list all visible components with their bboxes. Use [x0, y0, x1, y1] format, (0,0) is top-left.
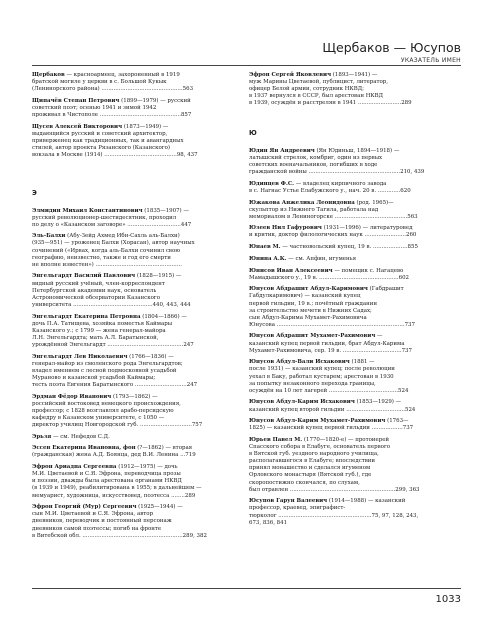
entry-text: (1925—1944) — [136, 504, 183, 511]
entry-line [249, 366, 455, 373]
index-column-left [32, 72, 238, 544]
entry-line [249, 200, 455, 207]
entry-text: видный русский учёный, член-корреспондент [32, 280, 165, 287]
entry-text: приверженец как традиционных, так и авангардных [32, 137, 184, 144]
index-entry [32, 354, 238, 389]
index-entry [32, 445, 238, 459]
entry-text: тесть поэта Евгения Баратынского ..............................247 [32, 381, 198, 388]
entry-text: (1881 — [349, 359, 375, 366]
entry-line [32, 240, 238, 247]
index-entry [249, 498, 455, 526]
entry-text: (1914—1988) — казанский [327, 498, 406, 505]
entry-text: — владелец кирпичного завода [294, 180, 387, 187]
entry-line [32, 138, 238, 145]
entry-heading: Юдин Ян Андреевич [249, 147, 315, 154]
entry-text: Мамадышского у., 19 в. ..............................................602 [249, 274, 410, 281]
entry-text: принял монашество и сделался игуменом [249, 465, 371, 472]
entry-line [249, 301, 455, 308]
section-spacer [32, 164, 238, 190]
entry-text: Орловского монастыря (Вятской губ.), где [249, 472, 372, 479]
entry-line [32, 422, 238, 429]
entry-text: казанский купец первой гильдии, брат Абдул-Карима [249, 340, 405, 347]
entry-line [249, 181, 455, 188]
entry-text: Мухамет-Рахимовича, сер. 19 в. ..................................737 [249, 347, 412, 354]
entry-text: профессор; с 1828 возглавлял арабо-персидскую [32, 407, 174, 414]
entry-line [249, 100, 455, 107]
entry-heading: Юнусов Абдул-Карим Исхакович [249, 399, 355, 406]
entry-text: тюрколог ......................................................75, 97, 128, 243, [249, 512, 419, 519]
entry-text: — частновольский купец, 19 в. ....................855 [280, 244, 418, 251]
entry-line [32, 434, 238, 441]
entry-line [32, 273, 238, 280]
entry-text: (Ян Юдиньш, 1894—1918) — [314, 147, 400, 154]
entry-text: (в 1939 и 1949), реабилитирована в 1955; в дальнейшем — [32, 485, 202, 492]
entry-line [32, 86, 238, 93]
entry-line [249, 437, 455, 444]
entry-text: дневников, переводчик и постоянный персонаж [32, 518, 172, 525]
entry-heading: Юнусов Абдрашит Абдул-Каримович [249, 286, 368, 293]
entry-text: кафедру в Казанском университете, с 1050 — [32, 414, 165, 421]
index-entry [249, 256, 455, 263]
entry-line [32, 394, 238, 401]
entry-line [249, 513, 455, 520]
entry-text: в Вятской губ. уездного народного училища, [249, 451, 379, 458]
running-header-title: Щербаков — Юсупов [322, 40, 461, 55]
section-spacer [249, 112, 455, 130]
entry-line [249, 322, 455, 329]
entry-text: осуждён на 10 лет лагерей ........................................524 [249, 387, 409, 394]
entry-heading: Юнина А.К. [249, 255, 287, 262]
index-entry [249, 286, 455, 329]
entry-line [32, 485, 238, 492]
entry-text: уехал в Баку, работал кустарем; арестован в 1930 [249, 373, 394, 380]
entry-text: (1793—1862) — [111, 393, 158, 400]
entry-line [32, 408, 238, 415]
entry-text: проживал в Чистополе ...............................................857 [32, 112, 192, 119]
entry-text: гражданской войны .....................................................210, 439 [249, 169, 425, 176]
entry-text: (1899—1979) — русский [119, 97, 191, 104]
entry-heading: Юсупов Гарун Валеевич [249, 498, 328, 505]
entry-line [32, 354, 238, 361]
entry-text: скульптор из Нижнего Тагила, работала над [249, 206, 379, 213]
entry-heading: Юнаев М. [249, 244, 281, 251]
entry-line [32, 335, 238, 342]
entry-line [32, 314, 238, 321]
entry-line [249, 275, 455, 282]
entry-line [249, 520, 455, 527]
entry-text: первой гильдии, 19 в.; почётный гражданин [249, 300, 378, 307]
entry-text: располагавшегося в Елабуге; впоследствии [249, 458, 376, 465]
entry-text: (1912—1975) — дочь [116, 464, 178, 471]
entry-text: профессор, краевед, эпиграфист- [249, 505, 346, 512]
index-entry [249, 148, 455, 176]
entry-text: был отравлен .............................................................299, 363 [249, 486, 420, 493]
entry-text: М.И. Цветаевой и С.Я. Эфрона, переводчица прозы [32, 471, 181, 478]
entry-text: географию, неизвестно, также и год его смерти [32, 254, 171, 261]
entry-heading: Эрдман Фёдор Иванович [32, 393, 112, 400]
entry-text: (1766—1836) — [127, 353, 174, 360]
entry-line [249, 381, 455, 388]
entry-heading: Юнусов Абдул-Вали Исхакович [249, 359, 350, 366]
entry-line [32, 215, 238, 222]
entry-text: — [375, 333, 383, 340]
index-entry [249, 359, 455, 394]
entry-line [249, 348, 455, 355]
entry-text: Спасского собора в Елабуге, основатель первого [249, 444, 391, 451]
entry-text: латышский стрелок, комбриг, один из первых [249, 154, 383, 161]
entry-heading: Эфрон Ариадна Сергеевна [32, 464, 117, 471]
entry-heading: Щербаков [32, 72, 65, 78]
entry-text: в 1939, осуждён и расстрелян в 1941 .........................289 [249, 100, 412, 107]
index-entry [249, 225, 455, 239]
entry-line [32, 222, 238, 229]
entry-heading: Южакова Анжелика Леонидовна [249, 199, 355, 206]
entry-text: русский революционер-шестидесятник, проходил [32, 214, 177, 221]
entry-text: Астрономической обсерватории Казанского [32, 294, 161, 301]
entry-text: Габдулкаримович) — казанский купец [249, 293, 361, 300]
index-entry [32, 208, 238, 229]
entry-line [249, 169, 455, 176]
entry-line [32, 375, 238, 382]
entry-text: советский поэт; осенью 1941 и зимой 1942 [32, 104, 157, 111]
entry-heading: Эль-Балхи [32, 233, 66, 240]
entry-text: (935—951) — уроженец Балхи (Хорасан), автор научных [32, 240, 195, 247]
entry-heading: Эфрон Георгий (Мур) Сергеевич [32, 504, 137, 511]
entry-line [32, 321, 238, 328]
entry-text: (1770—1820-е) — протоиерей [302, 436, 390, 443]
entry-line [32, 361, 238, 368]
entry-text: братской могиле у церкви в с. Большой Кукык [32, 79, 167, 86]
entry-text: Петербургской академии наук, основатель [32, 287, 157, 294]
entry-line [249, 505, 455, 512]
index-entry [32, 72, 238, 93]
entry-text: (1763— [385, 418, 409, 425]
entry-text: сын Абдул-Карима Мухамет-Рахимовича [249, 314, 367, 321]
entry-heading: Энгельгардт Лев Николаевич [32, 353, 128, 360]
entry-text: скоропостижно скончался, по слухам, [249, 479, 360, 486]
entry-text: владел имением с лесной подмосковной усадьбой [32, 367, 177, 374]
entry-line [32, 328, 238, 335]
entry-heading: Эфрон Сергей Яковлевич [249, 72, 332, 78]
entry-line [32, 152, 238, 159]
entry-line [32, 288, 238, 295]
entry-text: университета ..............................................440, 443, 444 [32, 301, 191, 308]
entry-line [32, 368, 238, 375]
entry-line [32, 98, 238, 105]
index-entry [249, 200, 455, 221]
entry-text: и поэзии, дважды была арестована органами НКВД [32, 478, 182, 485]
entry-text: в с. Нагнас Устье Елабужского у., нач. 20 в. .............620 [249, 187, 411, 194]
entry-line [32, 401, 238, 408]
index-entry [32, 233, 238, 268]
entry-text: (Ленинорского района) ...............................................563 [32, 86, 194, 93]
entry-line [32, 281, 238, 288]
entry-line [249, 374, 455, 381]
index-entry [249, 437, 455, 494]
entry-text: муж Марины Цветаевой, публицист, литератор, [249, 79, 388, 86]
entry-text: урождённой Энгельгардт ............................................247 [32, 341, 194, 348]
entry-line [249, 458, 455, 465]
entry-text: (1853—1929) — [354, 399, 402, 406]
entry-line [249, 315, 455, 322]
entry-text: — см. Апфин, игуменья [286, 255, 357, 262]
entry-line [32, 415, 238, 422]
entry-heading: Щипачёв Степан Петрович [32, 97, 120, 104]
entry-line [249, 162, 455, 169]
entry-heading: Эрьзя [32, 433, 52, 440]
entry-text: Л.Н. Энгельгардта; мать А.Л. Баратынской, [32, 334, 159, 341]
entry-heading: Юзеев Нил Гафурович [249, 225, 322, 232]
entry-line [32, 255, 238, 262]
entry-text: дочь П.А. Татищева, хозяйка поместья Каймары [32, 320, 173, 327]
entry-heading: Юнисов Иван Алексеевич [249, 267, 333, 274]
entry-heading: Юнусов Абдул-Карим Мухамет-Рахимович [249, 418, 386, 425]
index-entry [32, 98, 238, 119]
entry-line [249, 407, 455, 414]
entry-line [32, 526, 238, 533]
entry-text: советских военачальников, погибших в ходе [249, 161, 378, 168]
entry-text: по делу о «Казанском заговоре» ...............................447 [32, 221, 192, 228]
entry-text: за попытку незаконного перехода границы, [249, 380, 376, 387]
entry-text: за строительство мечети в Нижних Садах; [249, 307, 372, 314]
entry-line [249, 399, 455, 406]
index-entry [32, 394, 238, 429]
entry-text: — см. Нефедов С.Д. [51, 433, 110, 440]
entry-line [249, 207, 455, 214]
entry-text: и критик, доктор филологических наук ........................260 [249, 232, 417, 239]
index-entry [32, 434, 238, 441]
entry-line [249, 148, 455, 155]
index-entry [249, 244, 455, 251]
entry-text: сын М.И. Цветаевой и С.Я. Эфрона, автор [32, 511, 154, 518]
entry-text: (род. 1965)— [354, 199, 394, 206]
entry-line [249, 256, 455, 263]
entry-line [32, 295, 238, 302]
entry-heading: Щусев Алексей Викторович [32, 123, 123, 130]
entry-line [32, 533, 238, 540]
running-header-subtitle: УКАЗАТЕЛЬ ИМЕН [400, 57, 461, 64]
entry-line [32, 382, 238, 389]
top-rule [32, 65, 461, 66]
index-entry [32, 314, 238, 349]
entry-text: 1825) — казанский купец первой гильдии ..................737 [249, 425, 414, 432]
entry-heading: Юрьев Павел М. [249, 436, 303, 443]
entry-line [32, 511, 238, 518]
entry-heading: Энгельгардт Екатерина Петровна [32, 313, 141, 320]
entry-line [249, 487, 455, 494]
entry-text: в Витебской обл. ..........................................................289, 382 [32, 532, 207, 539]
entry-text: дневников самой поэтессы; погиб на фронте [32, 525, 162, 532]
entry-line [249, 155, 455, 162]
index-entry [32, 273, 238, 308]
entry-text: мемуарист, художница, искусствовед, поэтесса ........289 [32, 492, 196, 499]
entry-line [32, 262, 238, 269]
entry-line [32, 493, 238, 500]
index-entry [32, 504, 238, 539]
index-entry [32, 124, 238, 159]
entry-line [32, 105, 238, 112]
entry-line [32, 208, 238, 215]
index-entry [249, 333, 455, 354]
entry-text: — помещик с. Нагацево [332, 267, 404, 274]
entry-text: (1893—1941) — [331, 72, 378, 78]
index-entry [32, 464, 238, 499]
entry-heading: Элмидин Михаил Константинович [32, 207, 143, 214]
entry-line [32, 248, 238, 255]
entry-text: (1835—1907) — [142, 207, 189, 214]
entry-line [249, 425, 455, 432]
entry-text: Мураново и казанской усадьбой Каймары; [32, 374, 156, 381]
index-entry [249, 181, 455, 195]
entry-line [32, 302, 238, 309]
entry-line [32, 342, 238, 349]
entry-text: российский востоковед немецкого происхождения, [32, 400, 181, 407]
entry-text: генерал-майор из смоленского рода Энгельгардтов; [32, 360, 183, 367]
entry-text: (Габдрашит [367, 286, 404, 293]
entry-text: (1931—1996) — литературовед [321, 225, 413, 232]
index-entry [249, 418, 455, 432]
section-letter: Ю [249, 129, 257, 138]
bottom-rule [32, 588, 461, 589]
entry-line [249, 244, 455, 251]
entry-text: 673, 836, 841 [249, 519, 288, 526]
entry-text: стилей, автор проекта Рязанского (Казанского) [32, 145, 171, 152]
entry-line [32, 131, 238, 138]
running-header [322, 40, 461, 64]
section-letter: Э [32, 188, 37, 197]
entry-text: мемориалом в Лениногорске ..........................................563 [249, 213, 418, 220]
entry-heading: Энгельгардт Василий Павлович [32, 273, 136, 280]
entry-text: (Абу-Зейд Ахмед Ибн-Сахль аль-Балхи) [65, 233, 180, 240]
entry-line [32, 518, 238, 525]
entry-line [249, 268, 455, 275]
entry-text: (1804—1866) — [140, 313, 187, 320]
entry-line [32, 112, 238, 119]
entry-text: после 1931) — казанский купец; после революции [249, 366, 395, 373]
index-entry [249, 72, 455, 107]
entry-text: вокзала в Москве (1914) ..........................................98, 437 [32, 152, 198, 159]
entry-text: (гражданская) жена А.Д. Боянца, дед В.И. Ленина ...719 [32, 452, 196, 459]
page-number: 1033 [435, 594, 461, 605]
index-entry [249, 268, 455, 282]
entry-text: Юнусова ..........................................................................737 [249, 321, 415, 328]
entry-text: в 1937 вернулся в СССР, был арестован НКВД [249, 93, 384, 100]
entry-heading: Юнусов Абдрашит Мухамет-Рахимович [249, 333, 376, 340]
entry-line [32, 452, 238, 459]
entry-line [32, 124, 238, 131]
entry-line [249, 308, 455, 315]
entry-line [249, 472, 455, 479]
entry-text: Казанского у.; с 1799 — жена генерал-майора [32, 327, 166, 334]
entry-text: (?—1862) — вторая [135, 445, 193, 452]
entry-text: (1828—1915) — [135, 273, 182, 280]
entry-heading: Юдинцев Ф.С. [249, 180, 295, 187]
index-column-right [249, 72, 455, 531]
entry-line [249, 293, 455, 300]
entry-text: — красноармеец, захороненный в 1919 [64, 72, 180, 78]
entry-line [249, 333, 455, 340]
entry-text: выдающийся русский и советский архитектор, [32, 130, 168, 137]
entry-line [249, 480, 455, 487]
entry-line [249, 232, 455, 239]
entry-text: директор училищ Новгородской губ. ..............................757 [32, 422, 203, 428]
entry-text: офицер Белой армии, сотрудник НКВД; [249, 86, 364, 93]
entry-line [249, 341, 455, 348]
entry-text: не вполне известен») .................................................. [32, 261, 182, 268]
entry-line [249, 188, 455, 195]
index-entry [249, 399, 455, 413]
entry-text: (1873—1949) — [122, 123, 169, 130]
entry-text: казанский купец второй гильдии ..................................524 [249, 406, 416, 413]
entry-heading: Эссен Екатерина Ивановна, фон [32, 445, 136, 452]
entry-line [249, 388, 455, 395]
entry-text: сочинений («Ирвах, когда аль-Балхи сочинил свою [32, 247, 181, 254]
entry-line [249, 214, 455, 221]
